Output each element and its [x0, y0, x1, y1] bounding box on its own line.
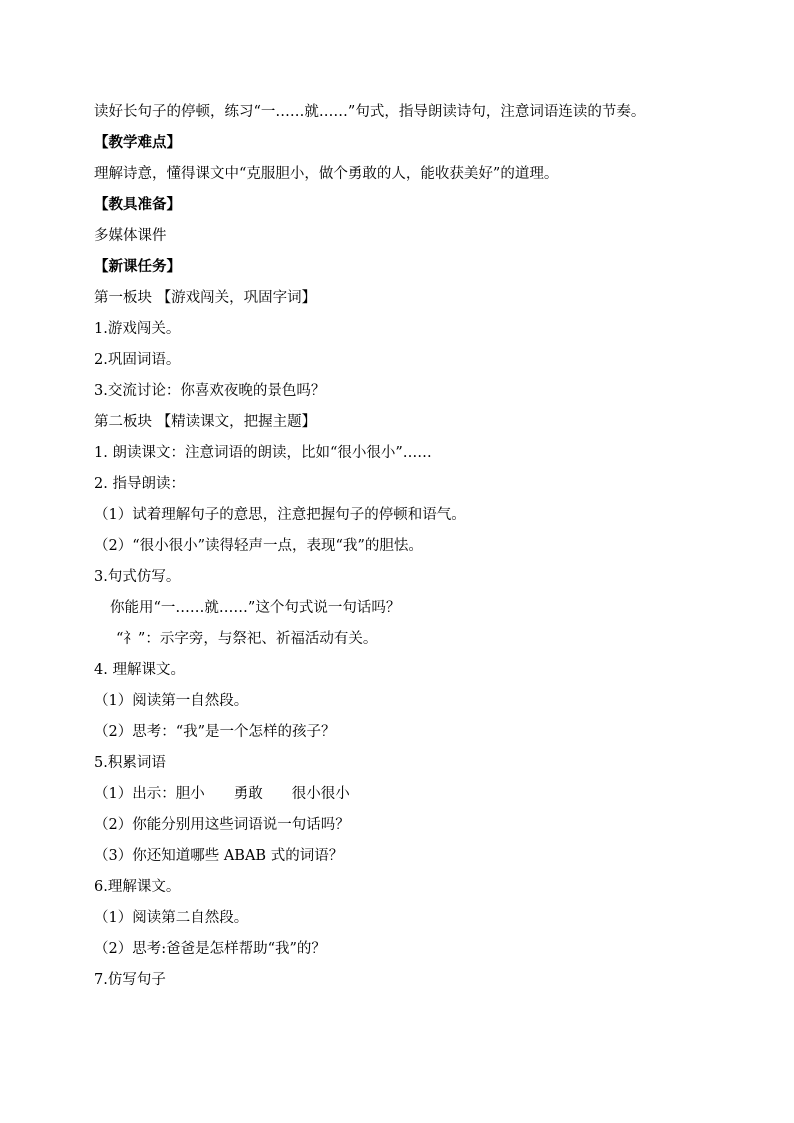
indented-line: “礻”：示字旁，与祭祀、祈福活动有关。 — [116, 631, 378, 647]
sub-item: （2）思考:爸爸是怎样帮助“我”的？ — [94, 941, 326, 957]
list-item: 2.巩固词语。 — [94, 352, 181, 368]
list-item: 5.积累词语 — [94, 755, 166, 771]
list-item: 1. 朗读课文：注意词语的朗读，比如“很小很小”…… — [94, 445, 432, 461]
paragraph-line: 读好长句子的停顿，练习“一……就……”句式，指导朗读诗句，注意词语连读的节奏。 — [94, 104, 646, 120]
indented-line: 你能用“一……就……”这个句式说一句话吗？ — [110, 600, 401, 616]
list-item: 4. 理解课文。 — [94, 662, 185, 678]
list-item: 7.仿写句子 — [94, 972, 166, 988]
section-heading-materials: 【教具准备】 — [94, 196, 181, 213]
sub-item: （1）阅读第二自然段。 — [94, 910, 249, 926]
sub-item: （2）思考：“我”是一个怎样的孩子？ — [94, 724, 336, 740]
sub-item: （2）你能分别用这些词语说一句话吗？ — [94, 817, 350, 833]
section-heading-difficulty: 【教学难点】 — [94, 134, 181, 151]
sub-item: （1）试着理解句子的意思，注意把握句子的停顿和语气。 — [94, 507, 466, 523]
paragraph-line: 理解诗意，懂得课文中“克服胆小，做个勇敢的人，能收获美好”的道理。 — [94, 166, 559, 182]
sub-item: （1）阅读第一自然段。 — [94, 693, 249, 709]
sub-item: （2）“很小很小”读得轻声一点，表现“我”的胆怯。 — [94, 538, 423, 554]
sub-item: （3）你还知道哪些 ABAB 式的词语？ — [94, 848, 344, 864]
list-item: 6.理解课文。 — [94, 879, 181, 895]
list-item: 2. 指导朗读： — [94, 476, 185, 492]
block-title: 第二板块 【精读课文，把握主题】 — [94, 414, 317, 430]
block-title: 第一板块 【游戏闯关，巩固字词】 — [94, 290, 317, 306]
paragraph-line: 多媒体课件 — [94, 228, 167, 244]
list-item: 3.交流讨论：你喜欢夜晚的景色吗？ — [94, 383, 326, 399]
list-item: 3.句式仿写。 — [94, 569, 181, 585]
sub-item: （1）出示：胆小 勇敢 很小很小 — [94, 786, 350, 802]
section-heading-new-lesson: 【新课任务】 — [94, 258, 181, 275]
list-item: 1.游戏闯关。 — [94, 321, 181, 337]
